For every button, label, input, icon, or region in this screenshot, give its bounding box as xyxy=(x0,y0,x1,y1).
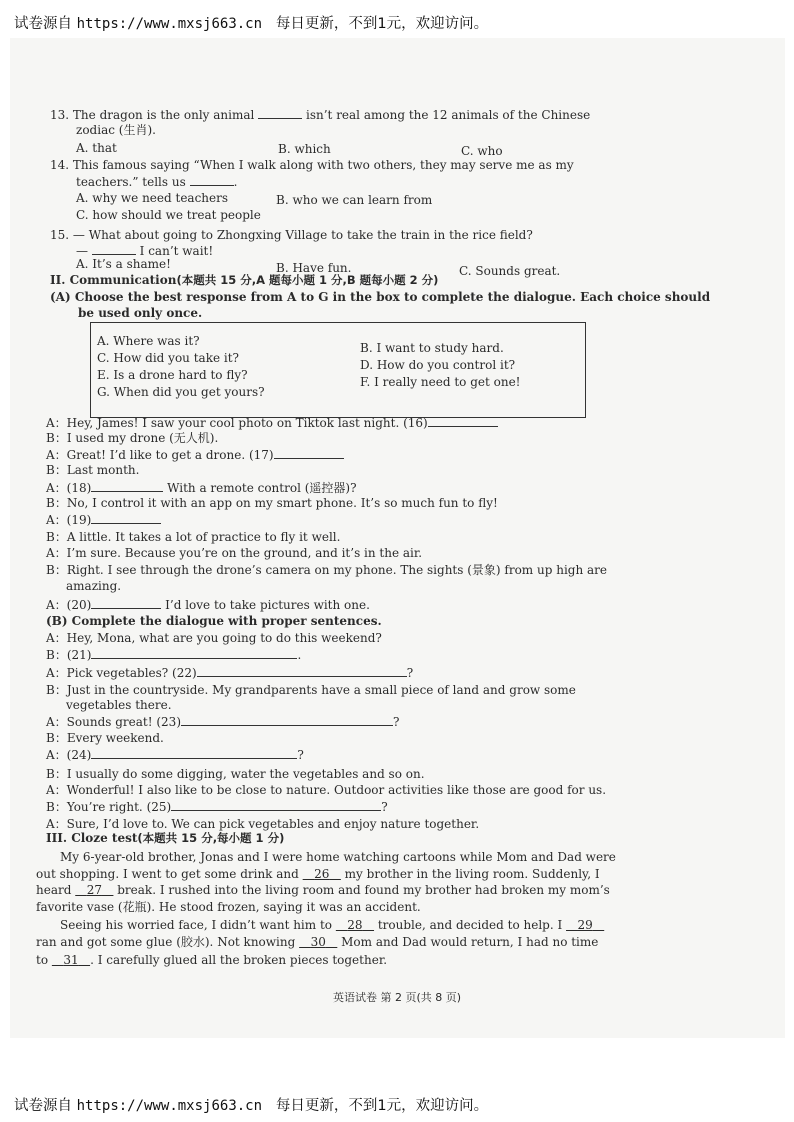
cloze-number: 26 xyxy=(314,867,330,881)
speaker: A： xyxy=(46,448,67,462)
dialogue-line xyxy=(46,545,422,561)
dialogue-text: I used my drone (无人机). xyxy=(66,431,219,445)
dialogue-line xyxy=(46,446,344,463)
cloze-text: to xyxy=(36,953,49,967)
option-left-4: G. When did you get yours? xyxy=(97,385,265,399)
dialogue-text: Sounds great! (23) xyxy=(66,715,181,729)
dialogue-text: amazing. xyxy=(66,579,122,593)
option-a: A. It’s a shame! xyxy=(76,257,171,271)
option-right-2: D. How do you control it? xyxy=(360,358,516,372)
dialogue-line xyxy=(46,713,399,730)
part-a-instruction-cont: be used only once. xyxy=(78,306,203,320)
dialogue-text: Wonderful! I also like to be close to nature. Outdoor activities like those are good for us. xyxy=(66,783,607,797)
speaker: B： xyxy=(46,648,67,662)
speaker: B： xyxy=(46,530,67,544)
speaker: A： xyxy=(46,783,67,797)
speaker: B： xyxy=(46,800,67,814)
section-3-heading xyxy=(46,830,284,846)
banner-url[interactable]: https://www.mxsj663.cn xyxy=(76,16,263,32)
dialogue-text: vegetables there. xyxy=(66,698,172,712)
answer-blank xyxy=(91,511,161,524)
answer-blank xyxy=(171,798,381,811)
dialogue-text: ? xyxy=(381,800,388,814)
cloze-number: 27 xyxy=(86,883,102,897)
dialogue-text: ? xyxy=(406,666,414,680)
dialogue-line xyxy=(46,682,576,698)
section-title: III. Cloze test xyxy=(46,831,138,845)
speaker: B： xyxy=(46,563,67,577)
cloze-blank xyxy=(566,918,604,932)
answer-blank xyxy=(197,664,407,677)
cloze-blank xyxy=(75,883,113,897)
dialogue-text: I’d love to take pictures with one. xyxy=(165,598,370,612)
speaker: A： xyxy=(46,666,67,680)
cloze-text: Seeing his worried face, I didn’t want him to xyxy=(60,918,333,932)
answer-blank xyxy=(190,173,234,186)
question-13 xyxy=(50,106,590,123)
speaker: A： xyxy=(46,748,67,762)
option-right-3: F. I really need to get one! xyxy=(360,375,521,389)
dialogue-text: I usually do some digging, water the vegetables and so on. xyxy=(66,767,425,781)
cloze-number: 28 xyxy=(347,918,363,932)
option-c: C. who xyxy=(461,144,503,158)
dialogue-text: ? xyxy=(393,715,400,729)
dialogue-text: With a remote control (遥控器)? xyxy=(167,481,357,495)
banner-suffix: 每日更新，不到1元，欢迎访问。 xyxy=(275,16,489,32)
speaker: B： xyxy=(46,463,67,477)
cloze-text: heard xyxy=(36,883,72,897)
dialogue-text: Right. I see through the drone’s camera on my phone. The sights (景象) from up high are xyxy=(66,563,608,577)
question-text: . xyxy=(233,175,238,189)
dialogue-text: . xyxy=(297,648,302,662)
cloze-text: trouble, and decided to help. I xyxy=(377,918,563,932)
dialogue-text: You’re right. (25) xyxy=(66,800,172,814)
dialogue-text: Great! I’d like to get a drone. (17) xyxy=(66,448,274,462)
question-number: 15. xyxy=(50,228,70,242)
banner-prefix: 试卷源自 xyxy=(14,1098,72,1114)
cloze-blank xyxy=(303,867,341,881)
question-text-line xyxy=(76,122,156,138)
section-2-heading xyxy=(50,272,438,288)
part-b-instruction: (B) Complete the dialogue with proper sentences. xyxy=(46,614,382,628)
option-b: B. who we can learn from xyxy=(276,193,433,207)
cloze-number: 29 xyxy=(577,918,593,932)
dialogue-line xyxy=(46,646,301,663)
speaker: B： xyxy=(46,496,67,510)
question-text: — What about going to Zhongxing Village to take the train in the rice field? xyxy=(72,228,533,242)
speaker: B： xyxy=(46,731,67,745)
question-text: This famous saying “When I walk along with two others, they may serve me as my xyxy=(72,158,574,172)
cloze-line xyxy=(36,882,610,898)
dialogue-text: (20) xyxy=(66,598,92,612)
dialogue-text: Sure, I’d love to. We can pick vegetables and enjoy nature together. xyxy=(66,817,480,831)
cloze-text: out shopping. I went to get some drink and xyxy=(36,867,299,881)
speaker: A： xyxy=(46,598,67,612)
dialogue-text: (24) xyxy=(66,748,92,762)
answer-blank xyxy=(428,414,498,427)
question-text: zodiac (生肖). xyxy=(76,123,156,137)
dialogue-line xyxy=(46,562,607,578)
banner-url[interactable]: https://www.mxsj663.cn xyxy=(76,1098,263,1114)
cloze-text: my brother in the living room. Suddenly, I xyxy=(344,867,600,881)
dialogue-line xyxy=(46,414,498,431)
speaker: A： xyxy=(46,546,67,560)
question-text: I can’t wait! xyxy=(139,244,214,258)
cloze-line xyxy=(36,934,598,950)
option-a: A. why we need teachers xyxy=(76,191,229,205)
dialogue-text: (19) xyxy=(66,513,92,527)
dialogue-line xyxy=(46,596,370,613)
dialogue-text: ? xyxy=(297,748,304,762)
dialogue-text: (21) xyxy=(66,648,92,662)
question-number: 13. xyxy=(50,108,70,122)
question-text: — xyxy=(76,244,88,258)
source-banner-bottom xyxy=(14,1094,488,1115)
dialogue-line xyxy=(46,479,357,496)
dialogue-text: Hey, Mona, what are you going to do this weekend? xyxy=(66,631,382,645)
speaker: A： xyxy=(46,715,67,729)
cloze-number: 31 xyxy=(63,953,79,967)
cloze-line xyxy=(36,952,387,968)
question-text: The dragon is the only animal xyxy=(72,108,255,122)
dialogue-text: Hey, James! I saw your cool photo on Tiktok last night. (16) xyxy=(66,416,428,430)
question-text-line xyxy=(76,173,237,190)
dialogue-line xyxy=(46,782,606,798)
dialogue-text: Last month. xyxy=(66,463,140,477)
dialogue-line xyxy=(46,730,164,746)
speaker: A： xyxy=(46,416,67,430)
answer-blank xyxy=(91,646,297,659)
section-title: II. Communication xyxy=(50,273,177,287)
answer-blank xyxy=(274,446,344,459)
cloze-line xyxy=(60,917,604,933)
cloze-line xyxy=(60,849,616,865)
option-c: C. how should we treat people xyxy=(76,208,261,222)
speaker: A： xyxy=(46,817,67,831)
option-a: A. that xyxy=(76,141,117,155)
dialogue-line xyxy=(46,798,388,815)
answer-blank xyxy=(258,106,302,119)
dialogue-text: Pick vegetables? (22) xyxy=(66,666,197,680)
cloze-blank xyxy=(336,918,374,932)
cloze-text: Mom and Dad would return, I had no time xyxy=(341,935,599,949)
question-text: isn’t real among the 12 animals of the Chinese xyxy=(306,108,591,122)
speaker: B： xyxy=(46,683,67,697)
section-scoring: (本题共 15 分,每小题 1 分) xyxy=(137,831,285,845)
question-15 xyxy=(50,227,533,243)
option-c: C. Sounds great. xyxy=(459,264,561,278)
answer-blank xyxy=(91,746,297,759)
question-text: teachers.” tells us xyxy=(76,175,186,189)
dialogue-line xyxy=(46,630,382,646)
question-number: 14. xyxy=(50,158,70,172)
dialogue-text: A little. It takes a lot of practice to fly it well. xyxy=(66,530,341,544)
option-left-2: C. How did you take it? xyxy=(97,351,239,365)
cloze-line xyxy=(36,866,600,882)
cloze-text: ran and got some glue (胶水). Not knowing xyxy=(36,935,296,949)
speaker: B： xyxy=(46,767,67,781)
source-banner-top xyxy=(14,12,488,33)
dialogue-line xyxy=(46,511,161,528)
dialogue-text: I’m sure. Because you’re on the ground, and it’s in the air. xyxy=(66,546,423,560)
part-a-instruction: (A) Choose the best response from A to G in the box to complete the dialogue. Each choice should xyxy=(50,290,711,304)
dialogue-line xyxy=(46,766,425,782)
cloze-line xyxy=(36,899,421,915)
speaker: A： xyxy=(46,481,67,495)
banner-prefix: 试卷源自 xyxy=(14,16,72,32)
dialogue-text: Every weekend. xyxy=(66,731,164,745)
dialogue-line xyxy=(46,529,340,545)
section-scoring: (本题共 15 分,A 题每小题 1 分,B 题每小题 2 分) xyxy=(176,273,439,287)
page-number: 英语试卷 第 2 页(共 8 页) xyxy=(332,991,462,1004)
question-14 xyxy=(50,157,574,173)
dialogue-line xyxy=(46,462,139,478)
cloze-text: My 6-year-old brother, Jonas and I were home watching cartoons while Mom and Dad were xyxy=(60,850,616,864)
answer-blank xyxy=(91,479,163,492)
cloze-text: break. I rushed into the living room and found my brother had broken my mom’s xyxy=(117,883,610,897)
answer-blank xyxy=(92,242,136,255)
answer-blank xyxy=(91,596,161,609)
speaker: B： xyxy=(46,431,67,445)
dialogue-text: (18) xyxy=(66,481,92,495)
option-left-1: A. Where was it? xyxy=(97,334,200,348)
cloze-text: favorite vase (花瓶). He stood frozen, saying it was an accident. xyxy=(36,900,421,914)
cloze-blank xyxy=(52,953,90,967)
option-right-1: B. I want to study hard. xyxy=(360,341,504,355)
cloze-blank xyxy=(299,935,337,949)
dialogue-line xyxy=(46,430,218,446)
dialogue-text: Just in the countryside. My grandparents have a small piece of land and grow some xyxy=(66,683,576,697)
dialogue-line xyxy=(66,578,121,594)
cloze-number: 30 xyxy=(310,935,326,949)
dialogue-text: No, I control it with an app on my smart phone. It’s so much fun to fly! xyxy=(66,496,498,510)
option-left-3: E. Is a drone hard to fly? xyxy=(97,368,248,382)
dialogue-line xyxy=(46,746,304,763)
cloze-text: . I carefully glued all the broken pieces together. xyxy=(90,953,388,967)
dialogue-line xyxy=(46,664,413,681)
banner-suffix: 每日更新，不到1元，欢迎访问。 xyxy=(275,1098,489,1114)
dialogue-line xyxy=(66,697,172,713)
answer-blank xyxy=(181,713,393,726)
option-b: B. which xyxy=(278,142,331,156)
dialogue-line xyxy=(46,495,498,511)
option-b: B. Have fun. xyxy=(276,261,352,275)
speaker: A： xyxy=(46,513,67,527)
speaker: A： xyxy=(46,631,67,645)
